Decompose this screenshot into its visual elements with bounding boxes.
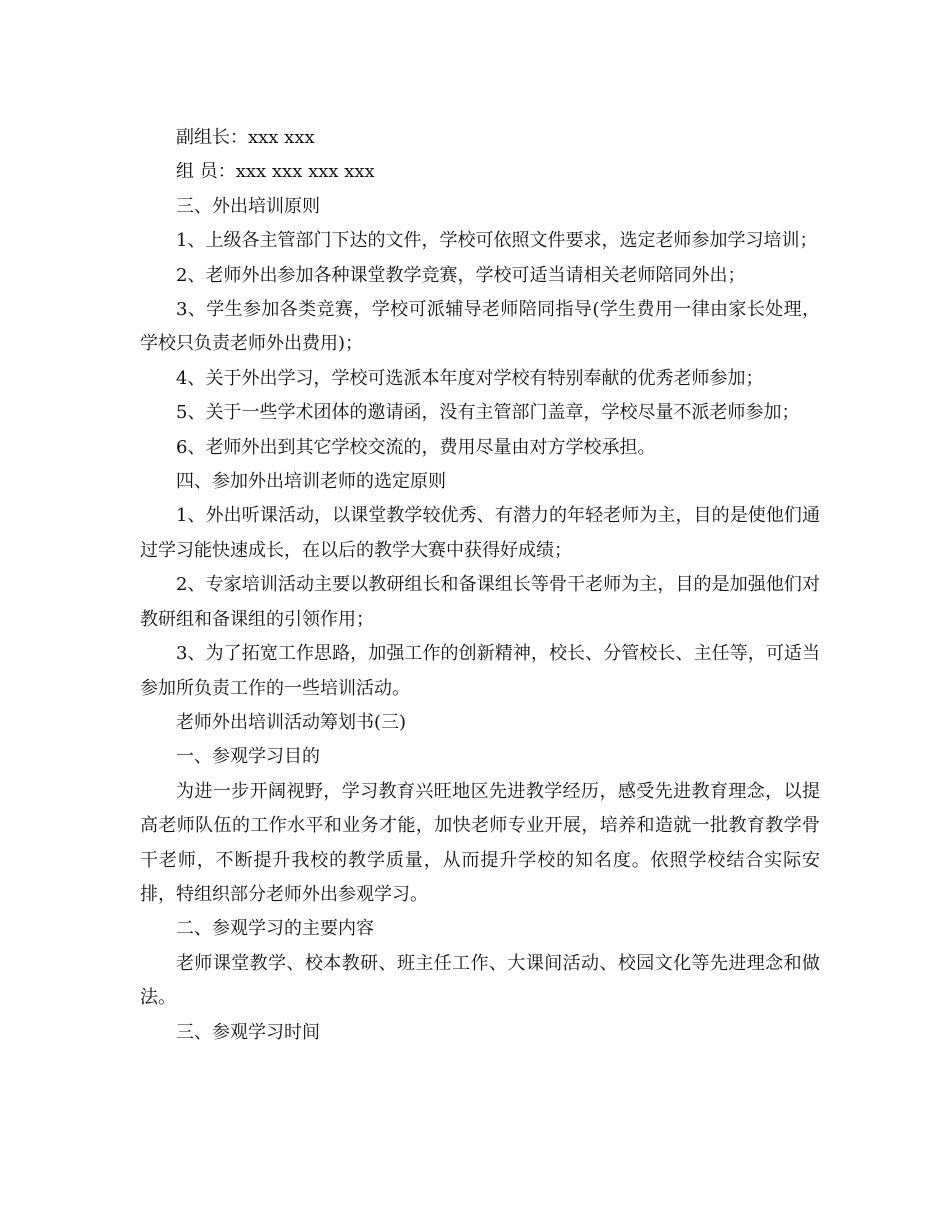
principle-item-4: 4、关于外出学习，学校可选派本年度对学校有特别奉献的优秀老师参加；	[176, 367, 764, 389]
principle-item-5: 5、关于一些学术团体的邀请函，没有主管部门盖章，学校尽量不派老师参加；	[176, 402, 800, 424]
plan-title: 老师外出培训活动筹划书(三)	[176, 711, 407, 733]
visit-heading-3: 三、参观学习时间	[176, 1021, 320, 1043]
section-heading-4: 四、参加外出培训老师的选定原则	[176, 471, 446, 493]
principle-item-3: 3、学生参加各类竞赛，学校可派辅导老师陪同指导(学生费用一律由家长处理，学校只负责老师外出费用)；	[140, 299, 820, 355]
visit-purpose-paragraph: 为进一步开阔视野，学习教育兴旺地区先进教学经历，感受先进教育理念，以提高老师队伍的工作水平和业务才能，加快老师专业开展，培养和造就一批教育教学骨干老师，不断提升我校的教学质量，从而提升学校的知名度。依照学校结合实际安排，特组织部分老师外出参观学习。	[140, 780, 820, 905]
principle-item-6: 6、老师外出到其它学校交流的，费用尽量由对方学校承担。	[176, 436, 656, 458]
selection-item-1: 1、外出听课活动，以课堂教学较优秀、有潜力的年轻老师为主，目的是使他们通过学习能快速成长，在以后的教学大赛中获得好成绩；	[140, 505, 820, 561]
principle-item-1: 1、上级各主管部门下达的文件，学校可依照文件要求，选定老师参加学习培训；	[176, 230, 818, 252]
visit-heading-1: 一、参观学习目的	[176, 746, 320, 768]
selection-item-2: 2、专家培训活动主要以教研组长和备课组长等骨干老师为主，目的是加强他们对教研组和备课组的引领作用；	[140, 574, 820, 630]
document-body	[140, 121, 820, 1050]
selection-item-3: 3、为了拓宽工作思路，加强工作的创新精神，校长、分管校长、主任等，可适当参加所负责工作的一些培训活动。	[140, 643, 820, 699]
visit-heading-2: 二、参观学习的主要内容	[176, 918, 374, 940]
principle-item-2: 2、老师外出参加各种课堂教学竞赛，学校可适当请相关老师陪同外出；	[176, 264, 746, 286]
visit-content-paragraph: 老师课堂教学、校本教研、班主任工作、大课间活动、校园文化等先进理念和做法。	[140, 952, 820, 1009]
section-heading-3: 三、外出培训原则	[176, 195, 320, 217]
vice-leader-line: 副组长：xxx xxx	[176, 127, 315, 148]
members-line: 组 员：xxx xxx xxx xxx	[176, 161, 375, 183]
